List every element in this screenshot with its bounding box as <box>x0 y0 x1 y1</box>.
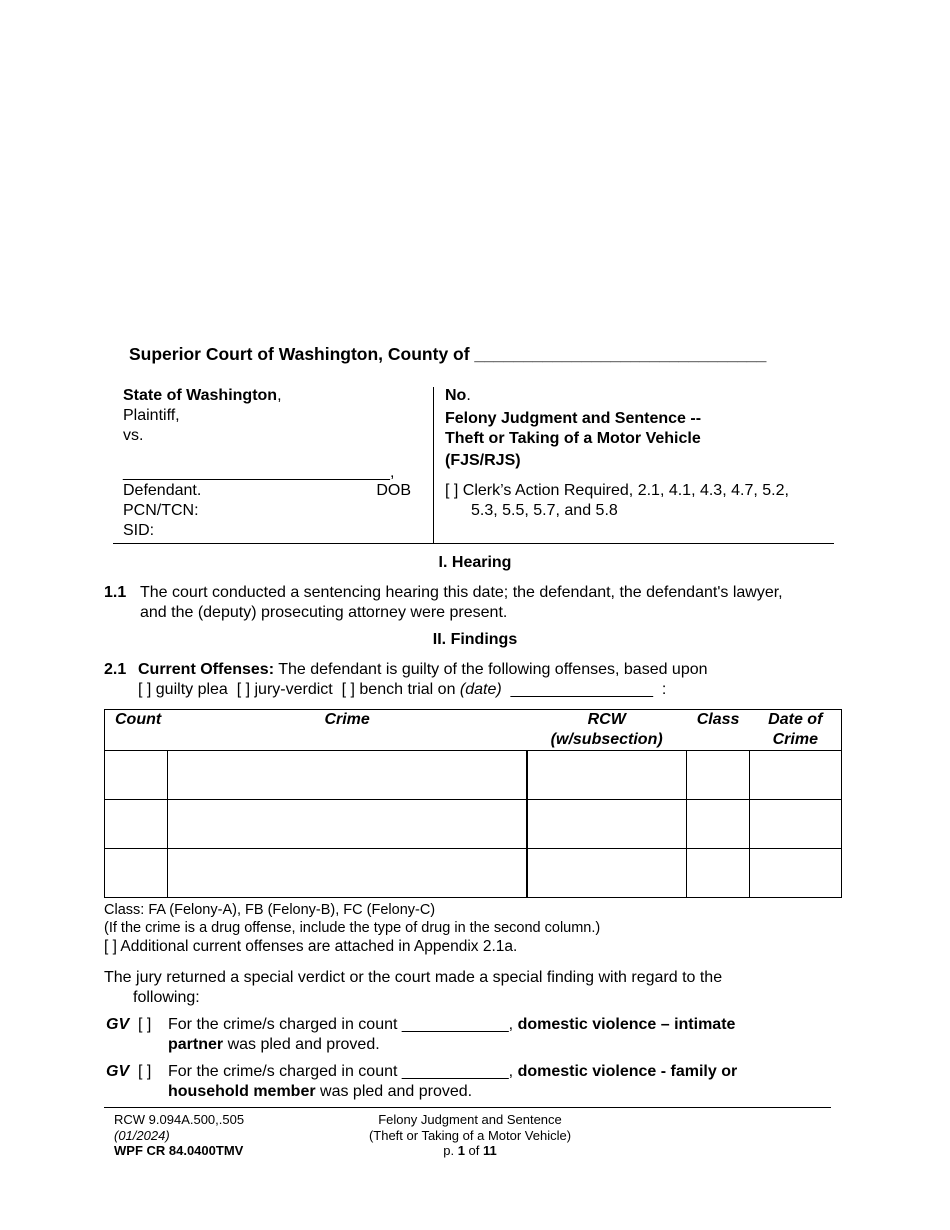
header-class: Class <box>687 710 750 751</box>
cell-class[interactable] <box>687 751 750 800</box>
gv-text-post: was pled and proved. <box>315 1083 473 1100</box>
special-intro-line-1: The jury returned a special verdict or the court made a special finding with regard to the <box>104 969 723 986</box>
plaintiff-label: Plaintiff, <box>123 407 180 424</box>
findings-number: 2.1 <box>104 661 127 678</box>
hearing-number: 1.1 <box>104 584 127 601</box>
footer-rcw: RCW 9.094A.500,.505 <box>114 1112 245 1127</box>
vs-label: vs. <box>123 427 144 444</box>
current-offenses-text: The defendant is guilty of the following offenses, based upon <box>274 661 708 678</box>
page-number <box>320 1143 620 1159</box>
cell-count[interactable] <box>105 800 168 849</box>
header-date <box>750 710 842 751</box>
plea-options[interactable]: [ ] guilty plea [ ] jury-verdict [ ] bench trial on <box>138 681 460 698</box>
gv-code: GV <box>106 1063 130 1080</box>
plea-date-field[interactable]: ________________ : <box>501 681 667 698</box>
table-row <box>105 751 842 800</box>
footer-form-id: WPF CR 84.0400TMV <box>114 1143 244 1158</box>
clerk-action-text-cont: 5.3, 5.5, 5.7, and 5.8 <box>471 502 618 519</box>
caption-right <box>445 386 835 521</box>
cell-crime[interactable] <box>167 751 526 800</box>
footer-left <box>114 1112 244 1159</box>
cell-rcw[interactable] <box>527 800 687 849</box>
court-title: Superior Court of Washington, County of ______________________________ <box>129 344 767 364</box>
table-header-row <box>105 710 842 751</box>
gv-text-pre: For the crime/s charged in count ____________, <box>168 1016 518 1033</box>
table-row <box>105 849 842 898</box>
gv-text-bold-cont: partner <box>168 1036 224 1053</box>
hearing-text-line-2: and the (deputy) prosecuting attorney were present. <box>140 604 508 621</box>
defendant-blank[interactable]: ______________________________, <box>123 464 395 481</box>
drug-note: (If the crime is a drug offense, include the type of drug in the second column.) <box>104 920 601 936</box>
pcn-label: PCN/TCN: <box>123 502 199 519</box>
cell-count[interactable] <box>105 751 168 800</box>
cell-rcw[interactable] <box>527 751 687 800</box>
page-of: of <box>464 1143 484 1158</box>
hearing-text-line-1: The court conducted a sentencing hearing this date; the defendant, the defendant's lawyer, <box>140 584 783 601</box>
cell-date[interactable] <box>750 849 842 898</box>
page-current: 1 <box>457 1143 465 1158</box>
defendant-label: Defendant. <box>123 482 202 499</box>
case-number-period: . <box>466 387 471 404</box>
dob-label: DOB <box>376 482 411 499</box>
table-row <box>105 800 842 849</box>
gv-checkbox[interactable]: [ ] <box>138 1063 152 1080</box>
gv-code: GV <box>106 1016 130 1033</box>
special-intro-line-2: following: <box>133 989 200 1006</box>
footer-title-1: Felony Judgment and Sentence <box>378 1112 562 1127</box>
gv-text-post: was pled and proved. <box>223 1036 380 1053</box>
header-date-line-2: Crime <box>772 731 818 748</box>
plaintiff-comma: , <box>277 387 282 404</box>
cell-class[interactable] <box>687 800 750 849</box>
doc-title-line-3: (FJS/RJS) <box>445 452 521 469</box>
cell-date[interactable] <box>750 751 842 800</box>
page-total: 11 <box>483 1143 497 1158</box>
header-rcw <box>527 710 687 751</box>
header-rcw-line-1: RCW <box>587 711 626 728</box>
clerk-action-text: Clerk’s Action Required, 2.1, 4.1, 4.3, 4.7, 5.2, <box>462 482 789 499</box>
gv-text-bold: domestic violence - family or <box>517 1063 738 1080</box>
gv-text-bold-cont: household member <box>168 1083 316 1100</box>
gv-text-pre: For the crime/s charged in count ____________, <box>168 1063 518 1080</box>
header-crime: Crime <box>167 710 526 751</box>
offenses-table <box>104 709 842 898</box>
doc-title-line-2: Theft or Taking of a Motor Vehicle <box>445 430 701 447</box>
page-prefix: p. <box>443 1143 458 1158</box>
header-rcw-line-2: (w/subsection) <box>550 731 663 748</box>
hearing-heading: I. Hearing <box>438 554 512 571</box>
footer-title-2: (Theft or Taking of a Motor Vehicle) <box>368 1127 572 1143</box>
gv-checkbox[interactable]: [ ] <box>138 1016 152 1033</box>
cell-date[interactable] <box>750 800 842 849</box>
header-count: Count <box>105 710 168 751</box>
caption-left <box>123 386 418 541</box>
cell-rcw[interactable] <box>527 849 687 898</box>
special-verdict-intro <box>104 968 824 1008</box>
cell-crime[interactable] <box>167 849 526 898</box>
case-number-label: No <box>445 387 467 404</box>
current-offenses-label: Current Offenses: <box>138 661 275 678</box>
current-offenses <box>138 660 838 700</box>
class-note: Class: FA (Felony-A), FB (Felony-B), FC (Felony-C) <box>104 902 436 918</box>
footer-date: (01/2024) <box>114 1127 170 1143</box>
plaintiff-name: State of Washington <box>123 387 278 404</box>
hearing-text <box>140 583 840 623</box>
cell-crime[interactable] <box>167 800 526 849</box>
cell-class[interactable] <box>687 849 750 898</box>
header-date-line-1: Date of <box>768 711 823 728</box>
caption-divider <box>433 387 434 543</box>
footer-rule <box>104 1107 831 1108</box>
clerk-action-checkbox[interactable]: [ ] <box>445 482 459 499</box>
footer-center <box>320 1112 620 1159</box>
cell-count[interactable] <box>105 849 168 898</box>
caption-bottom-rule <box>113 543 834 544</box>
findings-heading: II. Findings <box>432 631 518 648</box>
appendix-note[interactable]: [ ] Additional current offenses are attached in Appendix 2.1a. <box>104 938 518 955</box>
plea-date-label: (date) <box>459 681 502 698</box>
gv-text-bold: domestic violence – intimate <box>517 1016 736 1033</box>
doc-title-line-1: Felony Judgment and Sentence -- <box>445 410 702 427</box>
sid-label: SID: <box>123 522 155 539</box>
